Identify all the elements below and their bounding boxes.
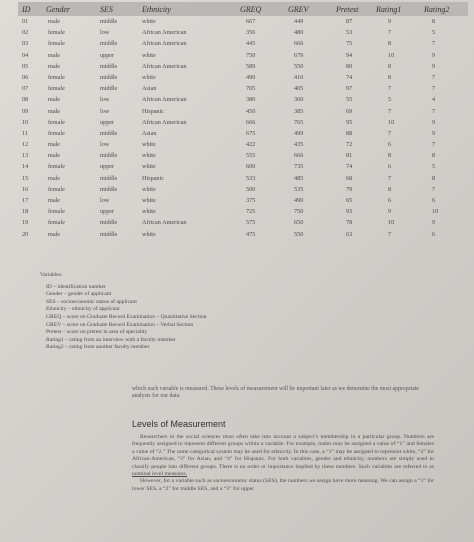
- cell-ethnicity: Asian: [142, 85, 157, 93]
- cell-rating1: 10: [388, 118, 395, 126]
- cell-rating1: 8: [388, 152, 392, 160]
- cell-ses: low: [100, 141, 110, 149]
- cell-pretest: 74: [346, 73, 353, 81]
- cell-rating2: 10: [432, 208, 439, 216]
- cell-rating1: 7: [388, 85, 392, 93]
- cell-pretest: 72: [346, 141, 353, 149]
- variable-def: Ethnicity – ethnicity of applicant: [46, 306, 120, 313]
- header-rating2: Rating2: [424, 5, 450, 14]
- cell-grev: 535: [294, 185, 304, 193]
- cell-id: 13: [22, 152, 29, 160]
- cell-ses: middle: [100, 40, 118, 48]
- cell-ethnicity: white: [142, 73, 156, 81]
- cell-rating1: 8: [388, 62, 392, 70]
- cell-rating1: 5: [388, 96, 392, 104]
- table-row: [18, 38, 468, 49]
- cell-rating2: 9: [432, 118, 436, 126]
- header-id: ID: [22, 5, 31, 14]
- cell-greq: 450: [246, 107, 256, 115]
- cell-gender: female: [48, 29, 65, 37]
- cell-grev: 650: [294, 219, 304, 227]
- cell-pretest: 68: [346, 174, 353, 182]
- cell-ethnicity: white: [142, 18, 156, 25]
- table-header: [18, 2, 468, 16]
- intro-paragraph: which each variable is measured. These levels of measurement will be important later as we determine the most appropriate analysis for our data.: [132, 386, 419, 400]
- table-row: [18, 184, 468, 195]
- variable-def: Rating1 – rating from an interview with a faculty member: [46, 336, 176, 343]
- cell-gender: male: [48, 230, 61, 238]
- cell-gender: female: [48, 85, 65, 93]
- cell-ses: low: [100, 96, 110, 104]
- cell-rating2: 7: [432, 185, 436, 193]
- cell-rating2: 4: [432, 96, 436, 104]
- cell-rating2: 9: [432, 51, 436, 59]
- cell-greq: 705: [246, 85, 256, 93]
- cell-rating1: 7: [388, 174, 392, 182]
- cell-rating1: 6: [388, 163, 392, 171]
- paragraph-text: Researchers in the social sciences must often take into account a subject’s membership in a particular group. Numbers are frequently assigned to represent different groups within a variable. For example, males may be assigned a value of “1” and females a value of “2.” The same categorical system may be used for ethnicity. In this case, a “1” may be assigned to represent white, “2” for African-American, “3” for Asian, and “4” for Hispanic. For both variables, gender and ethnicity, numbers are simply used to classify people into different groups. There is no order or importance implied by these numbers. Such variables are referred to as: [132, 434, 434, 470]
- cell-pretest: 79: [346, 185, 353, 193]
- cell-pretest: 88: [346, 129, 353, 137]
- table-row: [18, 106, 468, 117]
- cell-id: 03: [22, 40, 29, 48]
- table-row: [18, 139, 468, 150]
- cell-greq: 675: [246, 129, 256, 137]
- cell-grev: 360: [294, 96, 304, 104]
- cell-id: 06: [22, 73, 29, 81]
- cell-greq: 422: [246, 141, 256, 149]
- cell-pretest: 97: [346, 85, 353, 93]
- cell-id: 05: [22, 62, 29, 70]
- cell-grev: 666: [294, 152, 304, 160]
- cell-pretest: 81: [346, 152, 353, 160]
- cell-id: 02: [22, 29, 29, 37]
- cell-rating1: 7: [388, 107, 392, 115]
- variable-def: SES – socioeconomic status of applicant: [46, 298, 137, 305]
- cell-ethnicity: white: [142, 141, 156, 149]
- header-ses: SES: [100, 5, 113, 14]
- cell-rating2: 7: [432, 85, 436, 93]
- section-body: [132, 434, 434, 493]
- cell-greq: 500: [246, 185, 256, 193]
- header-rating1: Rating1: [376, 5, 402, 14]
- cell-ses: middle: [100, 62, 118, 70]
- cell-ses: low: [100, 107, 110, 115]
- cell-gender: male: [48, 18, 61, 25]
- variable-def: GREV – score on Graduate Record Examination – Verbal Section: [46, 321, 194, 328]
- cell-ses: low: [100, 197, 110, 204]
- cell-pretest: 75: [346, 40, 353, 48]
- cell-rating2: 8: [432, 152, 436, 160]
- table-row: [18, 161, 468, 172]
- variable-def: Rating2 – rating from another faculty member: [46, 344, 150, 351]
- cell-grev: 735: [294, 163, 304, 171]
- table-row: [18, 117, 468, 128]
- cell-rating1: 10: [388, 51, 395, 59]
- cell-ses: upper: [100, 208, 115, 216]
- section-heading: Levels of Measurement: [132, 419, 226, 429]
- cell-greq: 375: [246, 197, 256, 204]
- cell-ses: middle: [100, 85, 118, 93]
- cell-rating2: 7: [432, 141, 436, 149]
- cell-rating2: 8: [432, 174, 436, 182]
- variables-title: Variables:: [40, 272, 63, 278]
- cell-ethnicity: white: [142, 163, 156, 171]
- cell-id: 04: [22, 51, 29, 59]
- cell-gender: female: [48, 163, 65, 171]
- cell-id: 16: [22, 185, 29, 193]
- table-row: [18, 72, 468, 83]
- cell-ses: middle: [100, 219, 118, 227]
- cell-rating1: 10: [388, 219, 395, 227]
- cell-pretest: 53: [346, 29, 353, 37]
- cell-ethnicity: white: [142, 51, 156, 59]
- cell-greq: 380: [246, 96, 256, 104]
- header-grev: GREV: [288, 5, 309, 14]
- cell-grev: 499: [294, 129, 304, 137]
- cell-greq: 555: [246, 152, 256, 160]
- cell-grev: 679: [294, 51, 304, 59]
- cell-gender: male: [48, 51, 61, 59]
- cell-ethnicity: Hispanic: [142, 107, 164, 115]
- cell-gender: male: [48, 62, 61, 70]
- cell-gender: female: [48, 219, 65, 227]
- cell-grev: 405: [294, 85, 304, 93]
- table-row: [18, 229, 468, 240]
- cell-gender: female: [48, 40, 65, 48]
- cell-rating2: 6: [432, 197, 436, 204]
- cell-greq: 490: [246, 73, 256, 81]
- cell-rating2: 7: [432, 73, 436, 81]
- cell-greq: 533: [246, 174, 256, 182]
- cell-grev: 550: [294, 230, 304, 238]
- cell-ses: middle: [100, 230, 118, 238]
- variable-def: ID – identification number: [46, 283, 106, 290]
- cell-greq: 666: [246, 118, 256, 126]
- variables-legend: [40, 272, 206, 352]
- cell-grev: 410: [294, 73, 304, 81]
- cell-greq: 725: [246, 208, 256, 216]
- cell-gender: female: [48, 185, 65, 193]
- cell-pretest: 87: [346, 18, 353, 25]
- variable-def: Gender – gender of applicant: [46, 291, 112, 298]
- cell-grev: 550: [294, 62, 304, 70]
- cell-gender: female: [48, 208, 65, 216]
- cell-ethnicity: African American: [142, 96, 187, 104]
- cell-gender: male: [48, 141, 61, 149]
- cell-pretest: 55: [346, 96, 353, 104]
- cell-ses: upper: [100, 163, 115, 171]
- cell-rating2: 9: [432, 129, 436, 137]
- cell-rating2: 8: [432, 18, 436, 25]
- cell-rating1: 8: [388, 40, 392, 48]
- cell-grev: 480: [294, 29, 304, 37]
- cell-ethnicity: African American: [142, 29, 187, 37]
- cell-greq: 575: [246, 219, 256, 227]
- cell-pretest: 65: [346, 197, 353, 204]
- variable-def: GREQ – score on Graduate Record Examination – Quantitative Section: [46, 313, 207, 320]
- table-row: [18, 128, 468, 139]
- cell-ethnicity: Hispanic: [142, 174, 164, 182]
- variable-def: Pretest – score on pretest in area of speciality: [46, 329, 148, 336]
- table-row: [18, 94, 468, 105]
- cell-ethnicity: white: [142, 152, 156, 160]
- cell-id: 07: [22, 85, 29, 93]
- cell-id: 12: [22, 141, 29, 149]
- cell-gender: female: [48, 129, 65, 137]
- cell-rating2: 5: [432, 29, 436, 37]
- cell-pretest: 74: [346, 163, 353, 171]
- header-ethnicity: Ethnicity: [142, 5, 171, 14]
- cell-pretest: 94: [346, 51, 353, 59]
- cell-rating2: 7: [432, 40, 436, 48]
- cell-rating1: 6: [388, 141, 392, 149]
- cell-grev: 750: [294, 208, 304, 216]
- cell-grev: 435: [294, 141, 304, 149]
- header-gender: Gender: [46, 5, 70, 14]
- cell-rating1: 8: [388, 185, 392, 193]
- cell-greq: 356: [246, 29, 256, 37]
- cell-greq: 667: [246, 18, 256, 25]
- cell-gender: male: [48, 174, 61, 182]
- cell-ses: middle: [100, 73, 118, 81]
- cell-rating1: 7: [388, 230, 392, 238]
- table-body: [18, 16, 468, 240]
- cell-gender: male: [48, 152, 61, 160]
- cell-greq: 475: [246, 230, 256, 238]
- table-row: [18, 206, 468, 217]
- nominal-term: nominal level measures.: [132, 471, 188, 478]
- header-pretest: Pretest: [336, 5, 359, 14]
- cell-ethnicity: African American: [142, 118, 187, 126]
- cell-greq: 600: [246, 163, 256, 171]
- table-row: [18, 61, 468, 72]
- cell-pretest: 78: [346, 219, 353, 227]
- cell-id: 01: [22, 18, 29, 25]
- cell-grev: 765: [294, 118, 304, 126]
- cell-grev: 449: [294, 18, 304, 25]
- cell-pretest: 80: [346, 62, 353, 70]
- cell-ses: low: [100, 29, 110, 37]
- cell-gender: male: [48, 107, 61, 115]
- cell-ethnicity: white: [142, 197, 156, 204]
- cell-id: 17: [22, 197, 29, 204]
- cell-gender: male: [48, 96, 61, 104]
- cell-grev: 485: [294, 174, 304, 182]
- cell-id: 19: [22, 219, 29, 227]
- cell-greq: 750: [246, 51, 256, 59]
- cell-pretest: 93: [346, 208, 353, 216]
- cell-ses: upper: [100, 51, 115, 59]
- cell-gender: male: [48, 197, 61, 204]
- cell-id: 15: [22, 174, 29, 182]
- cell-ses: middle: [100, 185, 118, 193]
- cell-ethnicity: African American: [142, 40, 187, 48]
- cell-rating2: 9: [432, 62, 436, 70]
- cell-rating1: 9: [388, 18, 392, 25]
- table-row: [18, 150, 468, 161]
- paragraph: [132, 434, 434, 478]
- cell-rating2: 9: [432, 219, 436, 227]
- table-row: [18, 16, 468, 27]
- cell-rating1: 7: [388, 129, 392, 137]
- cell-id: 18: [22, 208, 29, 216]
- cell-ethnicity: African American: [142, 219, 187, 227]
- cell-ses: middle: [100, 152, 118, 160]
- cell-ethnicity: white: [142, 185, 156, 193]
- cell-ses: middle: [100, 129, 118, 137]
- table-row: [18, 50, 468, 61]
- paragraph: However, for a variable such as socioeconomic status (SES), the numbers we assign have more meaning. We can assign a “1” for lower SES, a “2” for middle SES, and a “3” for upper: [132, 478, 434, 492]
- cell-gender: female: [48, 73, 65, 81]
- cell-grev: 490: [294, 197, 304, 204]
- cell-id: 08: [22, 96, 29, 104]
- cell-ses: middle: [100, 174, 118, 182]
- cell-id: 10: [22, 118, 29, 126]
- cell-rating2: 5: [432, 163, 436, 171]
- cell-rating1: 6: [388, 197, 392, 204]
- cell-rating1: 9: [388, 208, 392, 216]
- cell-pretest: 69: [346, 107, 353, 115]
- cell-ethnicity: white: [142, 208, 156, 216]
- cell-ses: middle: [100, 18, 118, 25]
- cell-pretest: 63: [346, 230, 353, 238]
- cell-greq: 445: [246, 40, 256, 48]
- cell-id: 14: [22, 163, 29, 171]
- cell-ethnicity: Asian: [142, 129, 157, 137]
- cell-grev: 666: [294, 40, 304, 48]
- cell-id: 20: [22, 230, 29, 238]
- table-row: [18, 173, 468, 184]
- cell-ses: upper: [100, 118, 115, 126]
- cell-rating2: 6: [432, 230, 436, 238]
- cell-ethnicity: African American: [142, 62, 187, 70]
- cell-pretest: 95: [346, 118, 353, 126]
- cell-ethnicity: white: [142, 230, 156, 238]
- table-row: [18, 195, 468, 206]
- cell-grev: 385: [294, 107, 304, 115]
- table-row: [18, 27, 468, 38]
- cell-id: 09: [22, 107, 29, 115]
- cell-rating1: 8: [388, 73, 392, 81]
- data-table: [18, 2, 468, 240]
- table-row: [18, 83, 468, 94]
- cell-rating1: 7: [388, 29, 392, 37]
- cell-greq: 589: [246, 62, 256, 70]
- table-row: [18, 217, 468, 228]
- cell-id: 11: [22, 129, 28, 137]
- header-greq: GREQ: [240, 5, 262, 14]
- cell-rating2: 7: [432, 107, 436, 115]
- cell-gender: female: [48, 118, 65, 126]
